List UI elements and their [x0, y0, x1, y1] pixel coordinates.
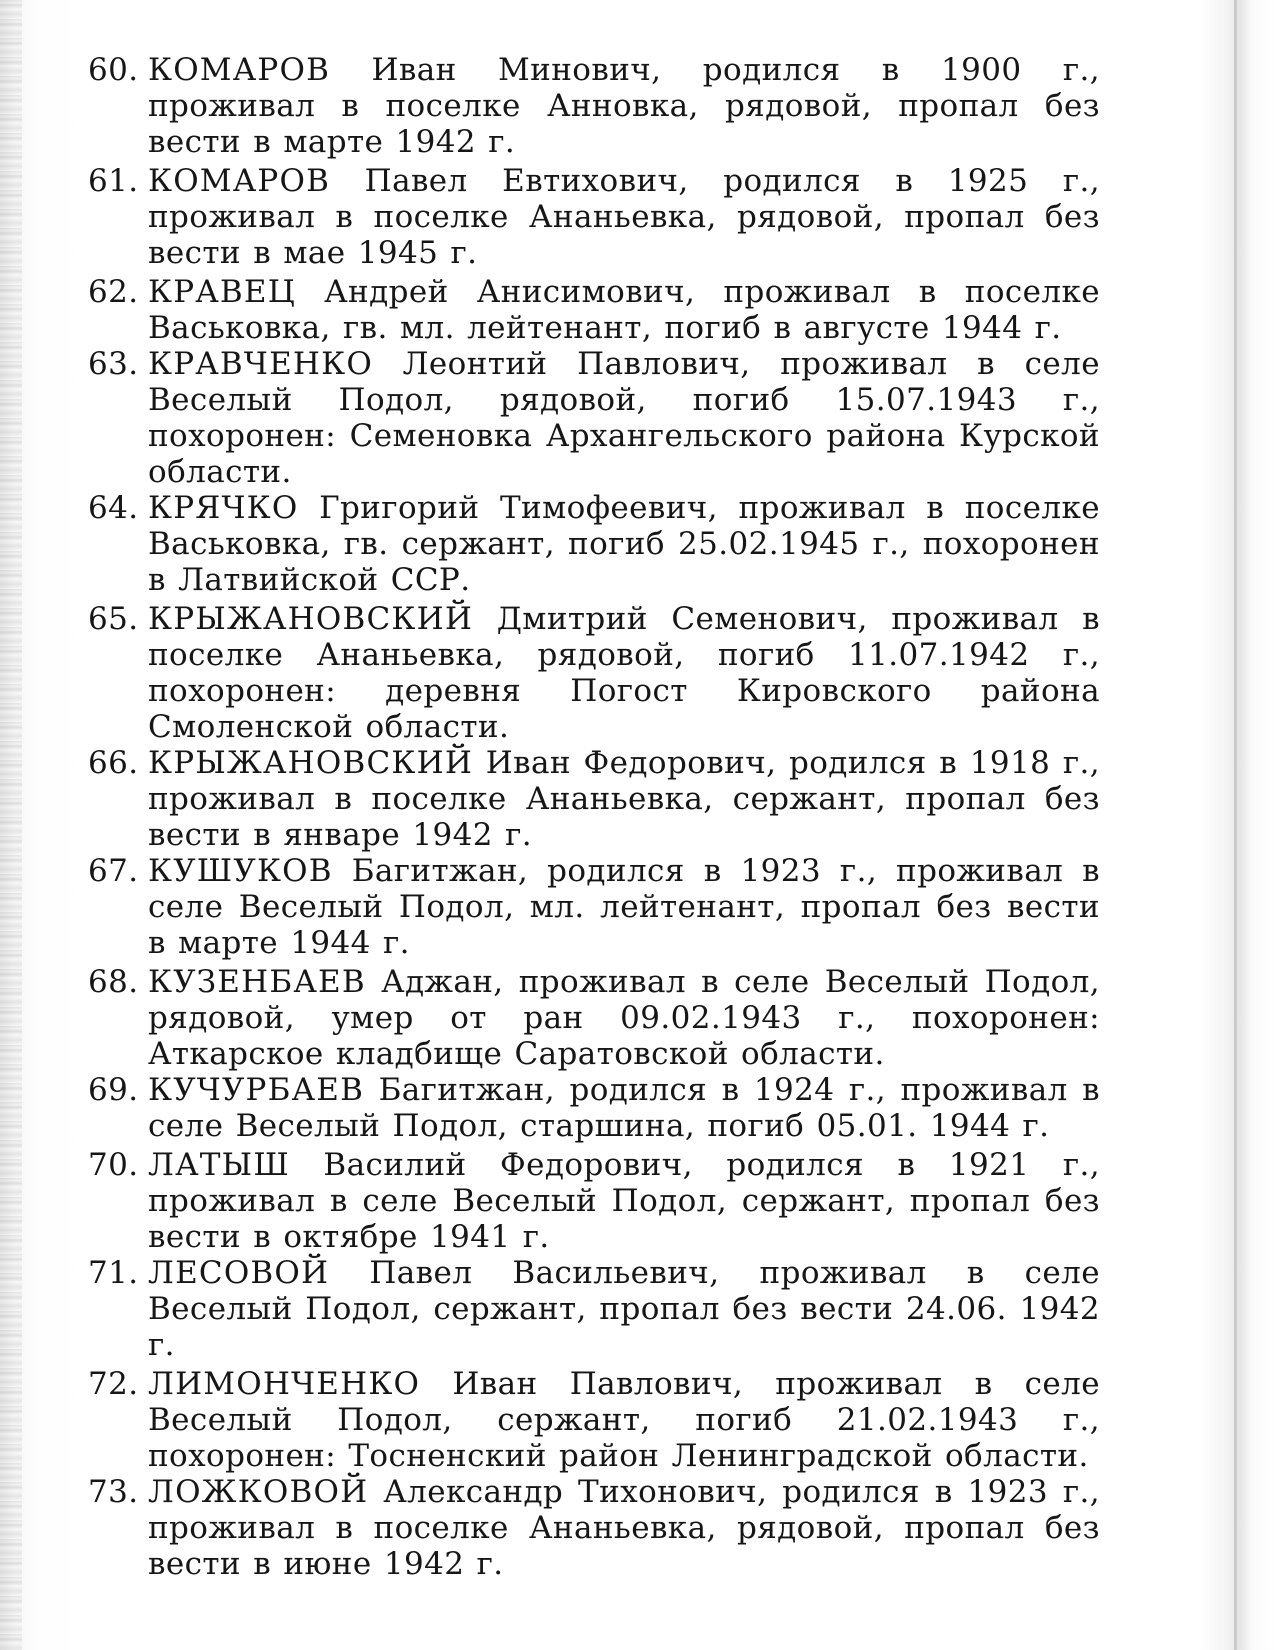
list-entry: [88, 601, 1100, 745]
entry-number: 66.: [88, 745, 139, 781]
entry-text: Андрей Анисимович, проживал в поселке Васьковка, гв. мл. лейтенант, погиб в августе 1944 г.: [148, 274, 1101, 346]
entry-surname: КУЗЕНБАЕВ: [148, 964, 366, 1000]
list-entry: [88, 163, 1100, 271]
entry-number: 60.: [88, 52, 139, 88]
entry-number: 71.: [88, 1255, 139, 1291]
entry-number: 69.: [88, 1072, 139, 1108]
entry-surname: КРАВЕЦ: [148, 274, 296, 310]
casualty-list: [88, 52, 1100, 1582]
entry-surname: КОМАРОВ: [148, 163, 331, 199]
list-entry: [88, 52, 1100, 160]
entry-number: 72.: [88, 1366, 139, 1402]
entry-surname: КРЫЖАНОВСКИЙ: [148, 601, 474, 637]
entry-surname: КРАВЧЕНКО: [148, 346, 373, 382]
entry-number: 70.: [88, 1147, 139, 1183]
entry-text: Багитжан, родился в 1924 г., проживал в селе Веселый Подол, старшина, погиб 05.01. 1944 г.: [148, 1072, 1100, 1144]
entry-text: Павел Васильевич, проживал в селе Веселый Подол, сержант, пропал без вести 24.06. 1942 г.: [148, 1255, 1100, 1363]
list-entry: [88, 1366, 1100, 1474]
list-entry: [88, 853, 1100, 961]
list-entry: [88, 346, 1100, 490]
entry-text: Леонтий Павлович, проживал в селе Веселый Подол, рядовой, погиб 15.07.1943 г., похоронен: Семеновка Архангельского района Курской области.: [148, 346, 1100, 490]
list-entry: [88, 274, 1100, 346]
entry-text: Иван Минович, родился в 1900 г., проживал в поселке Анновка, рядовой, пропал без вести в марте 1942 г.: [148, 52, 1100, 160]
entry-surname: ЛАТЫШ: [148, 1147, 290, 1183]
list-entry: [88, 1474, 1100, 1582]
page-fold-line: [1234, 0, 1237, 1650]
entry-number: 68.: [88, 964, 139, 1000]
list-entry: [88, 964, 1100, 1072]
entry-number: 65.: [88, 601, 139, 637]
entry-text: Иван Павлович, проживал в селе Веселый Подол, сержант, погиб 21.02.1943 г., похоронен: Тосненский район Ленинградской области.: [148, 1366, 1100, 1474]
entry-number: 67.: [88, 853, 139, 889]
entry-surname: ЛИМОНЧЕНКО: [148, 1366, 421, 1402]
list-entry: [88, 1072, 1100, 1144]
list-entry: [88, 1255, 1100, 1363]
entry-number: 62.: [88, 274, 139, 310]
entry-text: Багитжан, родился в 1923 г., проживал в селе Веселый Подол, мл. лейтенант, пропал без вести в марте 1944 г.: [148, 853, 1100, 961]
entry-number: 73.: [88, 1474, 139, 1510]
entry-surname: КУЧУРБАЕВ: [148, 1072, 365, 1108]
entry-text: Григорий Тимофеевич, проживал в поселке Васьковка, гв. сержант, погиб 25.02.1945 г., похоронен в Латвийской ССР.: [148, 490, 1100, 598]
entry-surname: КОМАРОВ: [148, 52, 331, 88]
list-entry: [88, 490, 1100, 598]
entry-text: Павел Евтихович, родился в 1925 г., проживал в поселке Ананьевка, рядовой, пропал без вести в мае 1945 г.: [148, 163, 1100, 271]
entry-surname: КРЯЧКО: [148, 490, 299, 526]
entry-text: Аджан, проживал в селе Веселый Подол, рядовой, умер от ран 09.02.1943 г., похоронен: Аткарское кладбище Саратовской области.: [148, 964, 1100, 1072]
list-entry: [88, 745, 1100, 853]
entry-text: Василий Федорович, родился в 1921 г., проживал в селе Веселый Подол, сержант, пропал без вести в октябре 1941 г.: [148, 1147, 1100, 1255]
entry-surname: КРЫЖАНОВСКИЙ: [148, 745, 474, 781]
entry-surname: ЛОЖКОВОЙ: [148, 1474, 369, 1510]
entry-surname: ЛЕСОВОЙ: [148, 1255, 330, 1291]
list-entry: [88, 1147, 1100, 1255]
entry-number: 64.: [88, 490, 139, 526]
scan-edge-shadow: [0, 0, 22, 1650]
entry-surname: КУШУКОВ: [148, 853, 333, 889]
entry-number: 63.: [88, 346, 139, 382]
entry-text: Дмитрий Семенович, проживал в поселке Ананьевка, рядовой, погиб 11.07.1942 г., похоронен: деревня Погост Кировского района Смоленской области.: [148, 601, 1100, 745]
entry-text: Александр Тихонович, родился в 1923 г., проживал в поселке Ананьевка, рядовой, пропал без вести в июне 1942 г.: [148, 1474, 1100, 1582]
entry-text: Иван Федорович, родился в 1918 г., проживал в поселке Ананьевка, сержант, пропал без вести в январе 1942 г.: [148, 745, 1100, 853]
entry-number: 61.: [88, 163, 139, 199]
